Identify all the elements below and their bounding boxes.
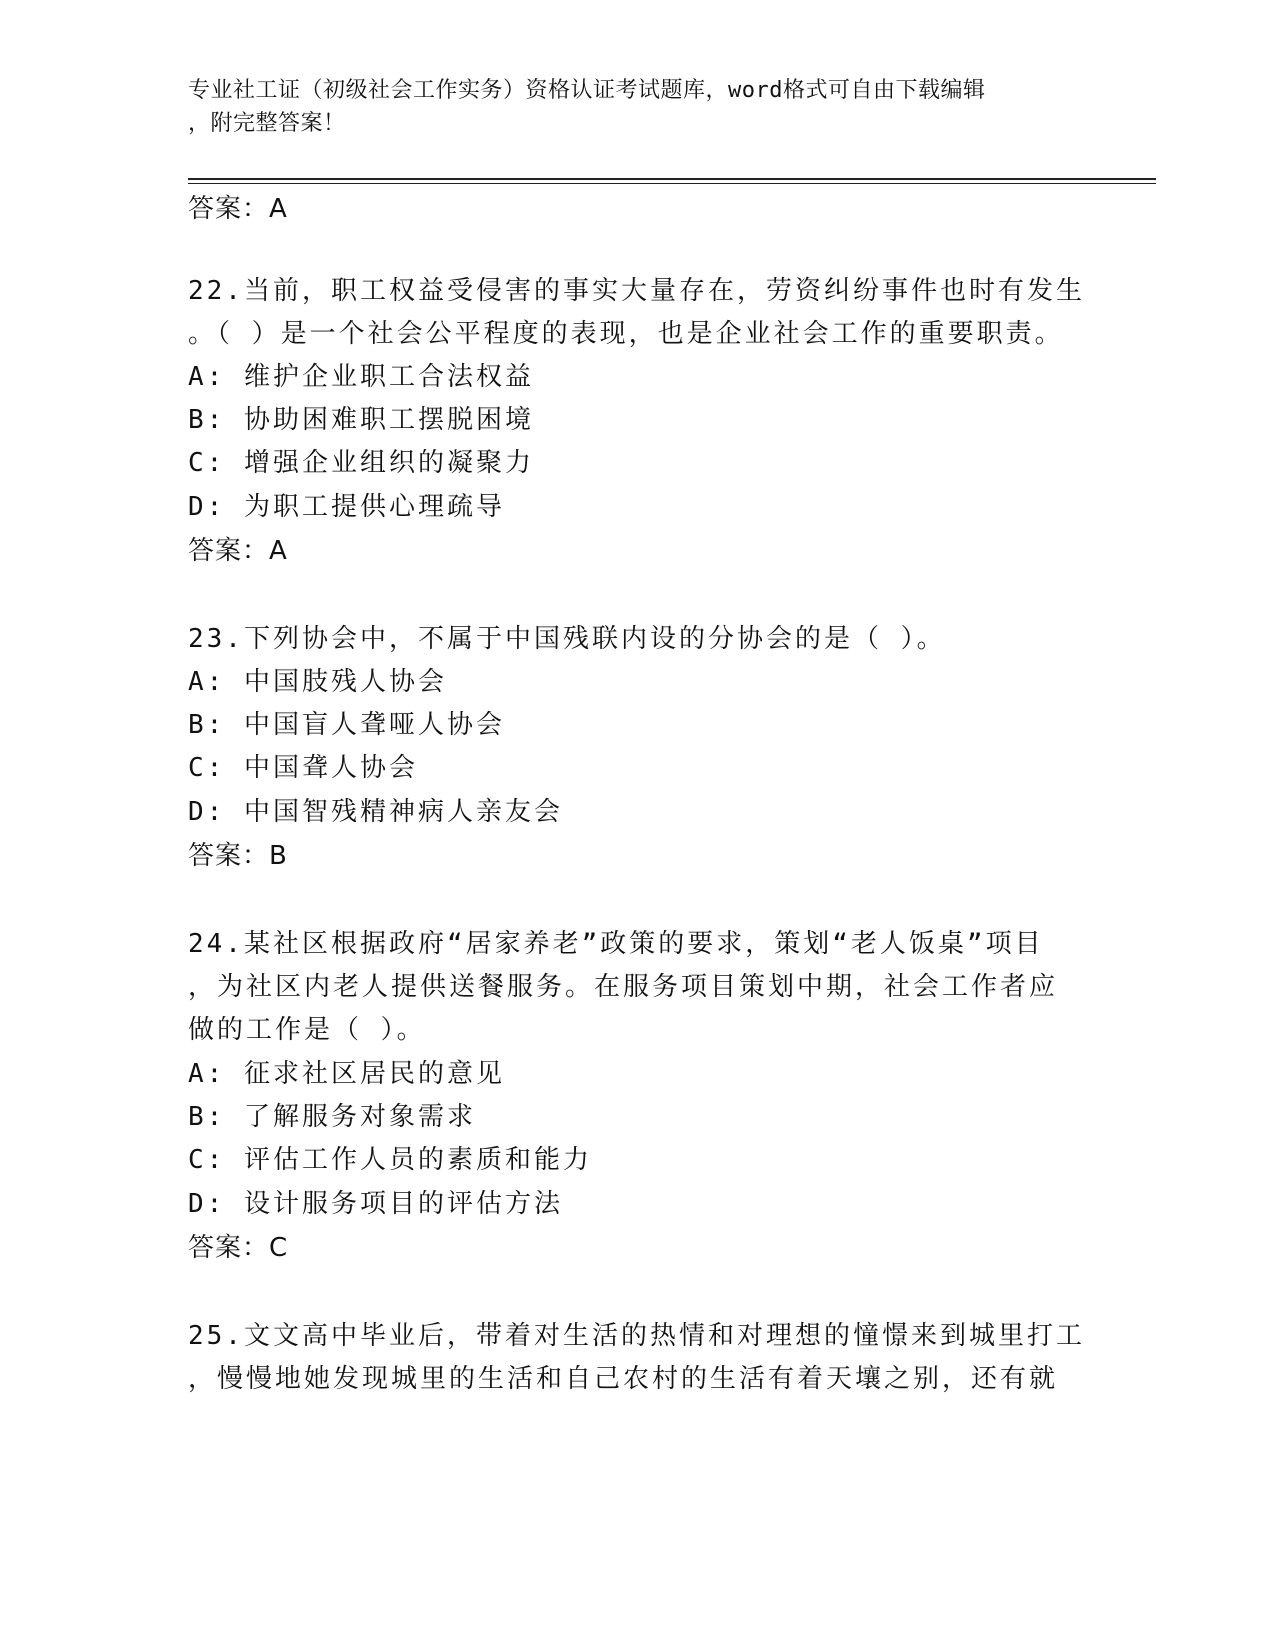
question-22-text-line-2: 。（ ）是一个社会公平程度的表现，也是企业社会工作的重要职责。 <box>188 319 1064 349</box>
question-25-text-line-2: ，慢慢地她发现城里的生活和自己农村的生活有着天壤之别，还有就 <box>188 1364 1059 1394</box>
question-23-option-a: A: 中国肢残人协会 <box>188 667 447 697</box>
question-24-option-d: D: 设计服务项目的评估方法 <box>188 1189 563 1219</box>
question-23-option-c: C: 中国聋人协会 <box>188 753 418 783</box>
question-24-text-line-3: 做的工作是（ ）。 <box>188 1015 426 1045</box>
question-24-text-line-2: ，为社区内老人提供送餐服务。在服务项目策划中期，社会工作者应 <box>188 972 1059 1002</box>
header-rule <box>188 178 1156 180</box>
question-23-option-b: B: 中国盲人聋哑人协会 <box>188 710 505 740</box>
header-line-1: 专业社工证（初级社会工作实务）资格认证考试题库，word格式可自由下载编辑 <box>188 78 986 103</box>
question-22-option-a: A: 维护企业职工合法权益 <box>188 362 534 392</box>
question-22-option-c: C: 增强企业组织的凝聚力 <box>188 448 534 478</box>
question-24-option-b: B: 了解服务对象需求 <box>188 1102 476 1132</box>
question-24-text-line-1: 24.某社区根据政府“居家养老”政策的要求，策划“老人饭桌”项目 <box>188 929 1044 959</box>
answer-23: 答案：B <box>188 841 288 871</box>
question-25-text-line-1: 25.文文高中毕业后，带着对生活的热情和对理想的憧憬来到城里打工 <box>188 1321 1085 1351</box>
question-22-text-line-1: 22.当前，职工权益受侵害的事实大量存在，劳资纠纷事件也时有发生 <box>188 276 1085 306</box>
question-24-option-c: C: 评估工作人员的素质和能力 <box>188 1145 592 1175</box>
document-header <box>188 74 1068 140</box>
answer-21: 答案：A <box>188 194 288 224</box>
question-23-text-line-1: 23.下列协会中，不属于中国残联内设的分协会的是（ ）。 <box>188 624 946 654</box>
question-22-option-d: D: 为职工提供心理疏导 <box>188 492 505 522</box>
answer-22: 答案：A <box>188 536 288 566</box>
question-23-option-d: D: 中国智残精神病人亲友会 <box>188 797 563 827</box>
question-24-option-a: A: 征求社区居民的意见 <box>188 1059 505 1089</box>
header-rule-thin <box>188 183 1156 184</box>
header-line-2: ，附完整答案！ <box>188 111 346 136</box>
answer-24: 答案：C <box>188 1233 289 1263</box>
question-22-option-b: B: 协助困难职工摆脱困境 <box>188 405 534 435</box>
